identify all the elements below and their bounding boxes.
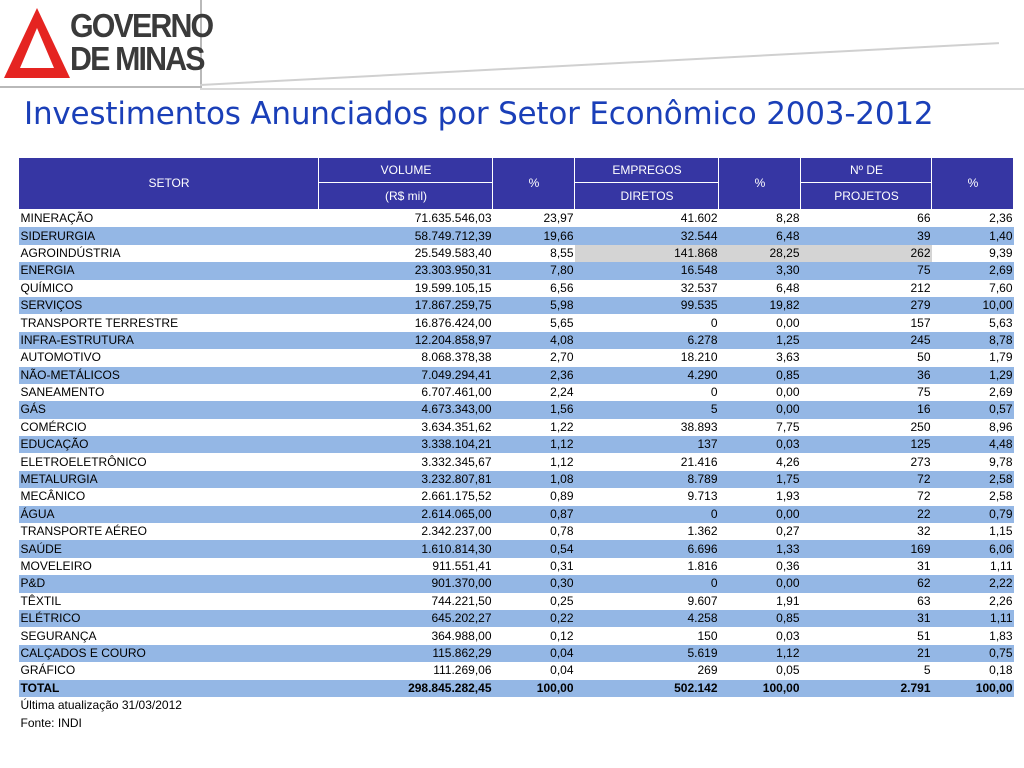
cell-empregos: 0 (575, 506, 719, 523)
cell-setor: QUÍMICO (19, 280, 319, 297)
cell-pct-empregos: 1,93 (719, 488, 801, 505)
cell-projetos: 32 (801, 523, 932, 540)
cell-pct-projetos: 1,11 (932, 558, 1014, 575)
cell-pct-volume: 0,54 (493, 540, 575, 557)
cell-volume: 3.338.104,21 (319, 436, 493, 453)
cell-projetos: 62 (801, 575, 932, 592)
cell-empregos: 5.619 (575, 645, 719, 662)
cell-projetos: 169 (801, 540, 932, 557)
cell-pct-projetos: 1,11 (932, 610, 1014, 627)
cell-empregos: 21.416 (575, 453, 719, 470)
cell-setor: GÁS (19, 401, 319, 418)
cell-pct-empregos: 28,25 (719, 245, 801, 262)
cell-empregos: 0 (575, 384, 719, 401)
cell-pct-volume: 0,25 (493, 593, 575, 610)
cell-setor: MINERAÇÃO (19, 210, 319, 228)
cell-pct-empregos: 0,00 (719, 575, 801, 592)
cell-empregos: 141.868 (575, 245, 719, 262)
cell-pct-projetos: 8,78 (932, 332, 1014, 349)
cell-setor: MOVELEIRO (19, 558, 319, 575)
cell-volume: 115.862,29 (319, 645, 493, 662)
cell-pct-projetos: 2,26 (932, 593, 1014, 610)
cell-projetos: 16 (801, 401, 932, 418)
cell-projetos: 31 (801, 558, 932, 575)
cell-empregos: 150 (575, 627, 719, 644)
cell-empregos: 5 (575, 401, 719, 418)
cell-empregos: 4.258 (575, 610, 719, 627)
cell-pct-empregos: 1,33 (719, 540, 801, 557)
cell-volume: 901.370,00 (319, 575, 493, 592)
cell-projetos: 21 (801, 645, 932, 662)
header-pct-projetos: % (932, 158, 1014, 210)
cell-projetos: 245 (801, 332, 932, 349)
cell-pct-empregos: 8,28 (719, 210, 801, 228)
cell-pct-empregos: 4,26 (719, 453, 801, 470)
cell-pct-projetos: 6,06 (932, 540, 1014, 557)
cell-pct-projetos: 2,69 (932, 384, 1014, 401)
cell-pct-empregos: 6,48 (719, 280, 801, 297)
cell-empregos: 1.362 (575, 523, 719, 540)
cell-pct-volume: 4,08 (493, 332, 575, 349)
triangle-logo-icon (2, 6, 72, 80)
cell-projetos: 63 (801, 593, 932, 610)
cell-projetos: 75 (801, 262, 932, 279)
cell-pct-volume: 19,66 (493, 227, 575, 244)
cell-volume: 1.610.814,30 (319, 540, 493, 557)
cell-pct-volume: 0,89 (493, 488, 575, 505)
cell-pct-volume: 0,31 (493, 558, 575, 575)
cell-setor: TÊXTIL (19, 593, 319, 610)
cell-projetos: 31 (801, 610, 932, 627)
cell-volume: 645.202,27 (319, 610, 493, 627)
cell-volume: 23.303.950,31 (319, 262, 493, 279)
cell-setor: ELETROELETRÔNICO (19, 453, 319, 470)
cell-setor: TRANSPORTE TERRESTRE (19, 314, 319, 331)
cell-volume: 911.551,41 (319, 558, 493, 575)
cell-pct-volume: 8,55 (493, 245, 575, 262)
cell-pct-volume: 0,04 (493, 662, 575, 679)
cell-setor: AUTOMOTIVO (19, 349, 319, 366)
cell-pct-empregos: 1,91 (719, 593, 801, 610)
cell-setor: METALURGIA (19, 471, 319, 488)
cell-setor: CALÇADOS E COURO (19, 645, 319, 662)
cell-pct-empregos: 0,00 (719, 384, 801, 401)
cell-projetos: 273 (801, 453, 932, 470)
cell-projetos: 250 (801, 419, 932, 436)
cell-volume: 71.635.546,03 (319, 210, 493, 228)
cell-pct-empregos: 0,85 (719, 610, 801, 627)
logo-line-2: DE MINAS (70, 40, 204, 77)
cell-setor: AGROINDÚSTRIA (19, 245, 319, 262)
cell-pct-projetos: 2,58 (932, 471, 1014, 488)
cell-setor: P&D (19, 575, 319, 592)
cell-volume: 2.614.065,00 (319, 506, 493, 523)
cell-volume: 8.068.378,38 (319, 349, 493, 366)
cell-volume: 6.707.461,00 (319, 384, 493, 401)
header-volume-unit: (R$ mil) (319, 183, 493, 210)
cell-volume: 111.269,06 (319, 662, 493, 679)
cell-empregos: 0 (575, 314, 719, 331)
cell-projetos: 66 (801, 210, 932, 228)
cell-pct-empregos: 3,30 (719, 262, 801, 279)
cell-total-pct-empregos: 100,00 (719, 680, 801, 697)
cell-pct-projetos: 1,15 (932, 523, 1014, 540)
cell-setor: EDUCAÇÃO (19, 436, 319, 453)
cell-empregos: 32.537 (575, 280, 719, 297)
cell-total-projetos: 2.791 (801, 680, 932, 697)
cell-pct-volume: 1,56 (493, 401, 575, 418)
header-pct-volume: % (493, 158, 575, 210)
cell-pct-volume: 5,65 (493, 314, 575, 331)
cell-empregos: 32.544 (575, 227, 719, 244)
cell-pct-empregos: 1,12 (719, 645, 801, 662)
cell-pct-projetos: 4,48 (932, 436, 1014, 453)
cell-empregos: 269 (575, 662, 719, 679)
cell-setor: NÃO-METÁLICOS (19, 367, 319, 384)
cell-pct-empregos: 1,75 (719, 471, 801, 488)
cell-volume: 12.204.858,97 (319, 332, 493, 349)
cell-empregos: 9.713 (575, 488, 719, 505)
cell-empregos: 6.278 (575, 332, 719, 349)
cell-volume: 25.549.583,40 (319, 245, 493, 262)
cell-total-pct-projetos: 100,00 (932, 680, 1014, 697)
cell-pct-empregos: 7,75 (719, 419, 801, 436)
decorative-line (200, 42, 999, 86)
cell-volume: 3.232.807,81 (319, 471, 493, 488)
cell-setor: SAÚDE (19, 540, 319, 557)
cell-projetos: 36 (801, 367, 932, 384)
cell-pct-projetos: 9,39 (932, 245, 1014, 262)
header-empregos: EMPREGOS (575, 158, 719, 183)
cell-setor: SERVIÇOS (19, 297, 319, 314)
header-pct-empregos: % (719, 158, 801, 210)
cell-pct-projetos: 9,78 (932, 453, 1014, 470)
cell-pct-volume: 1,08 (493, 471, 575, 488)
cell-projetos: 50 (801, 349, 932, 366)
cell-pct-projetos: 2,22 (932, 575, 1014, 592)
cell-pct-projetos: 1,40 (932, 227, 1014, 244)
cell-total-label: TOTAL (19, 680, 319, 697)
cell-volume: 364.988,00 (319, 627, 493, 644)
cell-pct-volume: 0,30 (493, 575, 575, 592)
cell-pct-empregos: 0,00 (719, 314, 801, 331)
cell-pct-volume: 6,56 (493, 280, 575, 297)
cell-volume: 16.876.424,00 (319, 314, 493, 331)
cell-projetos: 279 (801, 297, 932, 314)
header-volume: VOLUME (319, 158, 493, 183)
cell-setor: ENERGIA (19, 262, 319, 279)
cell-total-volume: 298.845.282,45 (319, 680, 493, 697)
logo-line-1: GOVERNO (70, 7, 213, 44)
cell-volume: 19.599.105,15 (319, 280, 493, 297)
decorative-line (200, 88, 1024, 90)
cell-pct-projetos: 0,57 (932, 401, 1014, 418)
header-empregos-sub: DIRETOS (575, 183, 719, 210)
cell-projetos: 157 (801, 314, 932, 331)
cell-setor: SEGURANÇA (19, 627, 319, 644)
cell-pct-volume: 0,78 (493, 523, 575, 540)
cell-pct-volume: 23,97 (493, 210, 575, 228)
header-projetos-sub: PROJETOS (801, 183, 932, 210)
total-row (19, 680, 1014, 697)
cell-empregos: 38.893 (575, 419, 719, 436)
cell-total-pct-volume: 100,00 (493, 680, 575, 697)
cell-pct-volume: 2,36 (493, 367, 575, 384)
cell-projetos: 22 (801, 506, 932, 523)
cell-volume: 3.634.351,62 (319, 419, 493, 436)
header-projetos: Nº DE (801, 158, 932, 183)
cell-volume: 17.867.259,75 (319, 297, 493, 314)
cell-pct-volume: 2,24 (493, 384, 575, 401)
cell-empregos: 9.607 (575, 593, 719, 610)
page-title: Investimentos Anunciados por Setor Econômico 2003-2012 (24, 96, 934, 132)
cell-empregos: 1.816 (575, 558, 719, 575)
cell-volume: 3.332.345,67 (319, 453, 493, 470)
cell-pct-volume: 0,04 (493, 645, 575, 662)
cell-pct-projetos: 2,58 (932, 488, 1014, 505)
investments-table (18, 157, 1014, 732)
cell-pct-empregos: 0,03 (719, 436, 801, 453)
cell-pct-projetos: 0,79 (932, 506, 1014, 523)
cell-pct-volume: 1,12 (493, 453, 575, 470)
cell-setor: COMÉRCIO (19, 419, 319, 436)
cell-projetos: 212 (801, 280, 932, 297)
cell-setor: ÁGUA (19, 506, 319, 523)
cell-pct-volume: 7,80 (493, 262, 575, 279)
cell-setor: SANEAMENTO (19, 384, 319, 401)
cell-pct-volume: 1,12 (493, 436, 575, 453)
cell-setor: MECÂNICO (19, 488, 319, 505)
cell-pct-projetos: 7,60 (932, 280, 1014, 297)
cell-pct-empregos: 0,85 (719, 367, 801, 384)
cell-empregos: 137 (575, 436, 719, 453)
cell-empregos: 16.548 (575, 262, 719, 279)
cell-empregos: 41.602 (575, 210, 719, 228)
cell-pct-empregos: 0,27 (719, 523, 801, 540)
cell-pct-volume: 0,12 (493, 627, 575, 644)
cell-pct-projetos: 2,69 (932, 262, 1014, 279)
governo-de-minas-logo (0, 0, 213, 88)
cell-empregos: 4.290 (575, 367, 719, 384)
cell-projetos: 125 (801, 436, 932, 453)
cell-pct-projetos: 2,36 (932, 210, 1014, 228)
cell-total-empregos: 502.142 (575, 680, 719, 697)
cell-pct-projetos: 1,79 (932, 349, 1014, 366)
cell-volume: 4.673.343,00 (319, 401, 493, 418)
cell-projetos: 75 (801, 384, 932, 401)
cell-volume: 58.749.712,39 (319, 227, 493, 244)
cell-pct-volume: 0,22 (493, 610, 575, 627)
cell-pct-empregos: 1,25 (719, 332, 801, 349)
cell-setor: GRÁFICO (19, 662, 319, 679)
cell-pct-volume: 2,70 (493, 349, 575, 366)
cell-pct-empregos: 3,63 (719, 349, 801, 366)
cell-volume: 7.049.294,41 (319, 367, 493, 384)
cell-setor: TRANSPORTE AÉREO (19, 523, 319, 540)
cell-volume: 744.221,50 (319, 593, 493, 610)
cell-pct-projetos: 0,75 (932, 645, 1014, 662)
cell-pct-empregos: 0,03 (719, 627, 801, 644)
cell-pct-empregos: 19,82 (719, 297, 801, 314)
cell-pct-empregos: 0,36 (719, 558, 801, 575)
cell-pct-projetos: 1,29 (932, 367, 1014, 384)
cell-pct-projetos: 10,00 (932, 297, 1014, 314)
cell-empregos: 18.210 (575, 349, 719, 366)
cell-setor: ELÉTRICO (19, 610, 319, 627)
source-note: Fonte: INDI (19, 714, 1014, 731)
cell-volume: 2.342.237,00 (319, 523, 493, 540)
cell-pct-volume: 5,98 (493, 297, 575, 314)
last-update-note: Última atualização 31/03/2012 (19, 697, 1014, 714)
cell-projetos: 72 (801, 488, 932, 505)
cell-pct-volume: 0,87 (493, 506, 575, 523)
cell-projetos: 39 (801, 227, 932, 244)
cell-empregos: 8.789 (575, 471, 719, 488)
cell-projetos: 51 (801, 627, 932, 644)
cell-setor: INFRA-ESTRUTURA (19, 332, 319, 349)
cell-projetos: 262 (801, 245, 932, 262)
cell-empregos: 0 (575, 575, 719, 592)
cell-pct-projetos: 1,83 (932, 627, 1014, 644)
cell-pct-volume: 1,22 (493, 419, 575, 436)
cell-projetos: 72 (801, 471, 932, 488)
cell-pct-empregos: 0,05 (719, 662, 801, 679)
cell-pct-projetos: 0,18 (932, 662, 1014, 679)
cell-setor: SIDERURGIA (19, 227, 319, 244)
cell-empregos: 6.696 (575, 540, 719, 557)
cell-pct-projetos: 5,63 (932, 314, 1014, 331)
cell-projetos: 5 (801, 662, 932, 679)
cell-pct-projetos: 8,96 (932, 419, 1014, 436)
cell-pct-empregos: 0,00 (719, 506, 801, 523)
cell-pct-empregos: 0,00 (719, 401, 801, 418)
header-setor: SETOR (19, 158, 319, 210)
cell-volume: 2.661.175,52 (319, 488, 493, 505)
cell-empregos: 99.535 (575, 297, 719, 314)
cell-pct-empregos: 6,48 (719, 227, 801, 244)
